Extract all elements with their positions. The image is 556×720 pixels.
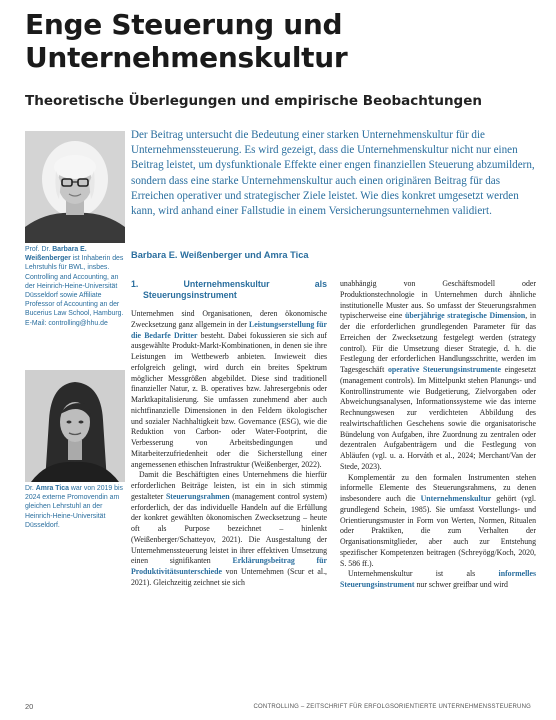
author-bio-tica: Dr. Amra Tica war von 2019 bis 2024 externe Promovendin am gleichen Lehrstuhl an der Heinrich-Heine-Universität Düsseldorf. [25, 485, 123, 529]
author-name-tica: Amra Tica [35, 485, 69, 492]
article-abstract: Der Beitrag untersucht die Bedeutung einer starken Unternehmenskultur für die Unternehmenssteuerung. Es wird gezeigt, dass die Unternehmenskultur nicht nur einen Beitrag leistet, um dysfunktionale Effekte einer engen finanziellen Steuerung abzumildern, sondern dass eine starke Unternehmenskultur auch einen originären Beitrag für das Erreichen operativer und strategischer Ziele leistet. Wie dies konkret umgesetzt werden kann, wird anhand einer Fallstudie in einem Versicherungsunternehmen validiert. [131, 129, 535, 218]
section-heading: 1. Unternehmenskultur als Steuerungsinstrument [131, 279, 327, 300]
highlight-leistungserstellung: Leistungserstellung für die Bedarfe Dritter [131, 319, 327, 340]
highlight-unternehmenskultur: Unternehmenskultur [420, 494, 492, 503]
title-line-2: Unternehmenskultur [25, 41, 348, 74]
highlight-strategische-dimension: überjährige strategische Dimension [404, 311, 526, 321]
paragraph-1: Unternehmen sind Organisationen, deren ökonomische Zwecksetzung ganz allgemein in der Leistungserstellung für die Bedarfe Dritter besteht. Dabei fokussieren sie sich auf ausgewählte Produkt-Markt-Kombinationen, in denen sie ihre Leistungen im Wettbewerb anbieten. Inwieweit dies erfolgreich gelingt, wird durch ein breites Spektrum möglicher Messgrößen abgebildet. Diese sind traditionell finanzieller Natur, z. B. operatives bzw. Jahresergebnis oder Marktkapitalisierung. Sie umfassen zunehmend aber auch nichtfinanzielle Dimensionen in den Feldern ökologischer und sozialer Nachhaltigkeit bzw. Governance (ESG), wie die Reduktion von Carbon- oder Water-Footprint, die Verbesserung von Arbeitsbedingungen und Mitarbeiterzufriedenheit oder die Sicherstellung einer angemessenen ethischen Infrastruktur (Weißenberger, 2022). [131, 309, 328, 469]
journal-name: CONTROLLING – ZEITSCHRIFT FÜR ERFOLGSORIENTIERTE UNTERNEHMENSSTEUERUNG [253, 704, 531, 710]
highlight-erklaerungsbeitrag: Erklärungsbeitrag für Produktivitätsunterschiede [131, 556, 327, 576]
highlight-informelles-instrument: informelles Steuerungsinstrument [340, 569, 536, 589]
author-photo-tica [25, 370, 125, 482]
title-line-1: Enge Steuerung und [25, 8, 343, 41]
paragraph-3: unabhängig von Geschäftsmodell oder Produktionstechnologie in Unternehmen durch ähnliche institutionelle Muster aus. So umfasst der Steuerungsrahmen typischerweise eine überjährige strategische Dimension, in der die erforderlichen grundlegenden Parameter für das Erreichen der Zwecksetzung festgelegt werden (strategy control). Für die Umsetzung dieser Strategie, d. h. die Festlegung der erforderlichen Handlungsschritte, werden im Tagesgeschäft operative Steuerungsinstrumente eingesetzt (management controls). Im Mittelpunkt stehen Planungs- und Kontrollinstrumente wie Budgetierung, Zielvorgaben oder Abweichungsanalysen, Informationssysteme wie das interne Rechnungswesen zur verdichteten Abbildung des realwirtschaftlichen Geschehens sowie die organisatorische Bündelung von Aufgaben, ihre Zuordnung zu zentralen oder dezentralen Aufgabenträgern und die Festlegung von Abläufen (vgl. u. a. Horváth et al., 2024; Merchant/Van der Stede, 2023). [340, 279, 536, 471]
author-name-weissenberger: Barbara E. Weißenberger [25, 246, 87, 263]
paragraph-4: Komplementär zu den formalen Instrumenten stehen informelle Elemente des Steuerungsrahmens, zu denen insbesondere auch die Unternehmenskultur gehört (vgl. grundlegend Schein, 1985). Sie umfasst Vorstellungs- und Orientierungsmuster in Form von Werten, Normen, Ritualen oder Praktiken, die zum Verhalten der Organisationsmitglieder, aber auch zur Entstehung spezifischer Kompetenzen beitragen (Schreyögg/Koch, 2020, S. 586 ff.). [340, 472, 536, 568]
paragraph-5: Unternehmenskultur ist als informelles Steuerungsinstrument nur schwer greifbar und wird [340, 569, 536, 589]
article-title [25, 8, 535, 74]
paragraph-2: Damit die Beschäftigten eines Unternehmens die hierfür erforderlichen Beiträge leisten, ist ein in sich stimmig gestalteter Steuerungsrahmen (management control system) erforderlich, der das individuelle Handeln auf die Erfüllung der konkret gewählten ökonomischen Zwecksetzung – heute oft als Purpose bezeichnet – hinlenkt (Weißenberger/Schatteyov, 2021). Die Ausgestaltung der Unternehmenssteuerung leistet in ihrer effektiven Umsetzung einen signifikanten Erklärungsbeitrag für Produktivitätsunterschiede von Unternehmen (Scur et al., 2021). Gleichzeitig zeichnet sie sich [131, 470, 327, 587]
author-photo-weissenberger [25, 131, 125, 243]
author-bio-weissenberger: Prof. Dr. Barbara E. Weißenberger ist Inhaberin des Lehrstuhls für BWL, insbes. Controlling and Accounting, an der Heinrich-Heine-Universität Düsseldorf sowie Affiliate Professor of Accounting an der Bucerius Law School, Hamburg. E-Mail: controlling@hhu.de [25, 246, 124, 327]
article-authors: Barbara E. Weißenberger und Amra Tica [131, 250, 309, 260]
body-column-right [340, 279, 536, 591]
page-number: 20 [25, 702, 34, 711]
article-subtitle: Theoretische Überlegungen und empirische Beobachtungen [25, 93, 482, 109]
highlight-operative-steuerung: operative Steuerungsinstrumente [387, 365, 501, 374]
body-column-left [131, 279, 327, 589]
highlight-steuerungsrahmen: Steuerungsrahmen [165, 491, 230, 501]
